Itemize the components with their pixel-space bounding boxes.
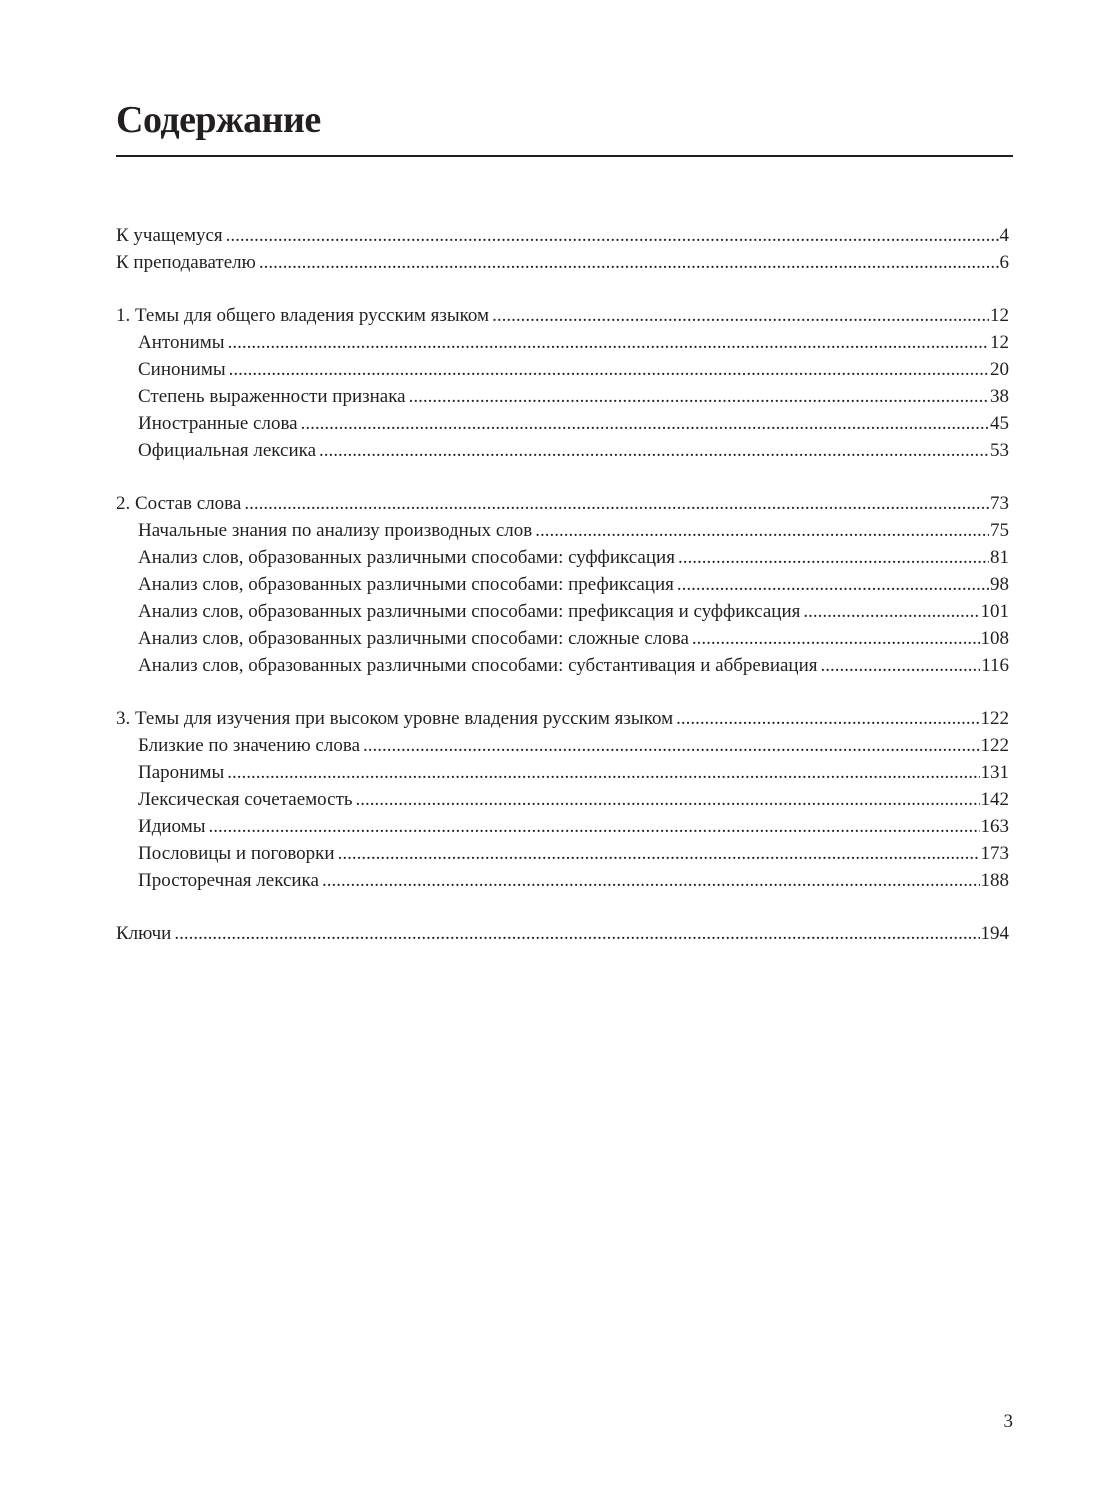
toc-entry-page: 108 — [980, 628, 1009, 649]
dot-leader — [228, 329, 989, 356]
toc-group — [116, 490, 1009, 679]
toc-entry-page: 81 — [990, 547, 1009, 568]
toc-group — [116, 302, 1009, 464]
toc-entry-label: 3. Темы для изучения при высоком уровне владения русским языком — [116, 708, 674, 729]
dot-leader — [821, 652, 981, 679]
dot-leader — [322, 867, 980, 894]
toc-entry-page: 98 — [990, 574, 1009, 595]
dot-leader — [363, 732, 980, 759]
page-title: Содержание — [116, 99, 321, 141]
toc-entry-page: 101 — [980, 601, 1009, 622]
dot-leader — [227, 759, 979, 786]
toc-entry-page: 116 — [981, 655, 1009, 676]
toc-subentry[interactable] — [116, 383, 1009, 410]
dot-leader — [208, 813, 979, 840]
toc-entry-page: 73 — [990, 493, 1009, 514]
toc-subentry[interactable] — [116, 813, 1009, 840]
toc-entry[interactable] — [116, 249, 1009, 276]
toc-entry-label: Официальная лексика — [138, 440, 317, 461]
title-rule — [116, 155, 1013, 157]
toc-subentry[interactable] — [116, 759, 1009, 786]
toc-subentry[interactable] — [116, 786, 1009, 813]
toc-subentry[interactable] — [116, 356, 1009, 383]
dot-leader — [319, 437, 989, 464]
toc-subentry[interactable] — [116, 598, 1009, 625]
toc-entry-page: 4 — [999, 225, 1009, 246]
toc-entry-page: 131 — [980, 762, 1009, 783]
toc-entry-page: 163 — [980, 816, 1009, 837]
toc-subentry[interactable] — [116, 544, 1009, 571]
toc-subentry[interactable] — [116, 840, 1009, 867]
toc-entry-page: 142 — [980, 789, 1009, 810]
toc-entry-page: 188 — [980, 870, 1009, 891]
toc-subentry[interactable] — [116, 437, 1009, 464]
dot-leader — [676, 705, 979, 732]
dot-leader — [226, 222, 999, 249]
toc-entry-label: Лексическая сочетаемость — [138, 789, 353, 810]
toc-entry[interactable] — [116, 705, 1009, 732]
toc-group — [116, 920, 1009, 947]
dot-leader — [338, 840, 980, 867]
toc-entry-page: 53 — [990, 440, 1009, 461]
dot-leader — [677, 571, 989, 598]
toc-entry-label: Иностранные слова — [138, 413, 298, 434]
toc-entry-label: Синонимы — [138, 359, 226, 380]
toc-entry-label: 1. Темы для общего владения русским языком — [116, 305, 490, 326]
toc-entry-label: Анализ слов, образованных различными способами: префиксация и суффиксация — [138, 601, 801, 622]
toc-entry-page: 12 — [990, 332, 1009, 353]
toc-entry-page: 12 — [990, 305, 1009, 326]
dot-leader — [229, 356, 989, 383]
toc-entry-label: К учащемуся — [116, 225, 223, 246]
toc-subentry[interactable] — [116, 571, 1009, 598]
toc-entry-page: 122 — [980, 735, 1009, 756]
dot-leader — [535, 517, 989, 544]
toc-entry-label: Начальные знания по анализу производных слов — [138, 520, 533, 541]
table-of-contents — [116, 222, 1009, 973]
toc-entry-page: 38 — [990, 386, 1009, 407]
dot-leader — [409, 383, 989, 410]
dot-leader — [803, 598, 979, 625]
dot-leader — [678, 544, 989, 571]
toc-entry-label: Идиомы — [138, 816, 206, 837]
toc-entry-label: Степень выраженности признака — [138, 386, 406, 407]
toc-entry-page: 194 — [980, 923, 1009, 944]
toc-entry[interactable] — [116, 222, 1009, 249]
toc-entry-page: 20 — [990, 359, 1009, 380]
toc-entry-page: 45 — [990, 413, 1009, 434]
toc-entry-label: Паронимы — [138, 762, 225, 783]
toc-subentry[interactable] — [116, 625, 1009, 652]
toc-entry-label: Антонимы — [138, 332, 225, 353]
toc-subentry[interactable] — [116, 329, 1009, 356]
toc-entry-label: Ключи — [116, 923, 172, 944]
toc-entry-label: Близкие по значению слова — [138, 735, 360, 756]
toc-subentry[interactable] — [116, 652, 1009, 679]
toc-entry-label: Пословицы и поговорки — [138, 843, 335, 864]
toc-entry-page: 122 — [980, 708, 1009, 729]
dot-leader — [356, 786, 980, 813]
toc-entry[interactable] — [116, 302, 1009, 329]
toc-entry-page: 75 — [990, 520, 1009, 541]
toc-entry-page: 6 — [999, 252, 1009, 273]
dot-leader — [301, 410, 989, 437]
toc-entry-label: Анализ слов, образованных различными способами: суффиксация — [138, 547, 675, 568]
toc-entry-page: 173 — [980, 843, 1009, 864]
page-number: 3 — [1003, 1411, 1013, 1432]
toc-group — [116, 705, 1009, 894]
dot-leader — [692, 625, 980, 652]
toc-entry-label: Просторечная лексика — [138, 870, 319, 891]
toc-entry-label: Анализ слов, образованных различными способами: сложные слова — [138, 628, 689, 649]
toc-entry-label: Анализ слов, образованных различными способами: субстантивация и аббревиация — [138, 655, 818, 676]
toc-subentry[interactable] — [116, 867, 1009, 894]
toc-subentry[interactable] — [116, 732, 1009, 759]
toc-entry-label: 2. Состав слова — [116, 493, 242, 514]
dot-leader — [259, 249, 999, 276]
toc-subentry[interactable] — [116, 410, 1009, 437]
dot-leader — [492, 302, 989, 329]
toc-entry-label: Анализ слов, образованных различными способами: префиксация — [138, 574, 674, 595]
toc-group — [116, 222, 1009, 276]
dot-leader — [244, 490, 989, 517]
toc-entry-label: К преподавателю — [116, 252, 256, 273]
toc-subentry[interactable] — [116, 517, 1009, 544]
dot-leader — [174, 920, 979, 947]
toc-entry[interactable] — [116, 490, 1009, 517]
toc-entry[interactable] — [116, 920, 1009, 947]
